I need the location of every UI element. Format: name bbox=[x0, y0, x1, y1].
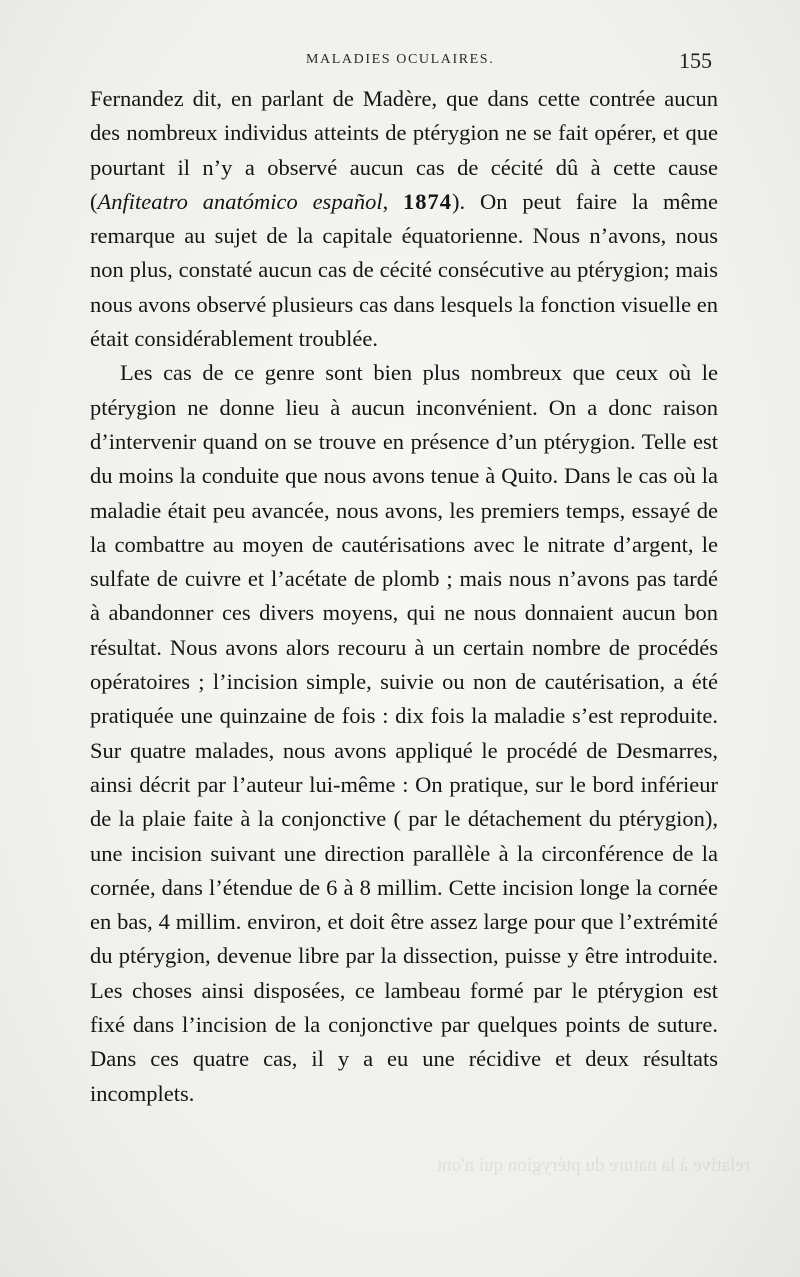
citation-separator: , bbox=[382, 188, 404, 214]
paragraph-2: Les cas de ce genre sont bien plus nombreux que ceux où le ptérygion ne donne lieu à aucun inconvénient. On a donc raison d’intervenir quand on se trouve en présence d’un ptérygion. Telle est du moins la conduite que nous avons tenue à Quito. Dans le cas où la maladie était peu avancée, nous avons, les premiers temps, essayé de la combattre au moyen de cautérisations avec le nitrate d’argent, le sulfate de cuivre et l’acétate de plomb ; mais nous n’avons pas tardé à abandonner ces divers moyens, qui ne nous donnaient aucun bon résultat. Nous avons alors recouru à un certain nombre de procédés opératoires ; l’incision simple, suivie ou non de cautérisation, a été pratiquée une quinzaine de fois : dix fois la maladie s’est reproduite. Sur quatre malades, nous avons appliqué le procédé de Desmarres, ainsi décrit par l’auteur lui-même : On pratique, sur le bord inférieur de la plaie faite à la conjonctive ( par le détachement du ptérygion), une incision suivant une direction parallèle à la circonférence de la cornée, dans l’étendue de 6 à 8 millim. Cette incision longe la cornée en bas, 4 millim. environ, et doit être assez large pour que l’extrémité du ptérygion, devenue libre par la dissection, puisse y être introduite. Les choses ainsi disposées, ce lambeau formé par le ptérygion est fixé dans l’incision de la conjonctive par quelques points de suture. Dans ces quatre cas, il y a eu une récidive et deux résultats incomplets. bbox=[90, 360, 718, 1106]
running-title: MALADIES OCULAIRES. bbox=[306, 52, 495, 67]
paragraph-1 bbox=[90, 82, 718, 356]
running-head bbox=[86, 48, 718, 72]
page-number: 155 bbox=[679, 48, 712, 73]
paragraph-1-text-after: ). On peut faire la même remarque au sujet de la capitale équatorienne. Nous n’avons, nous non plus, constaté aucun cas de cécité consécutive au ptérygion; mais nous avons observé plusieurs cas dans lesquels la fonction visuelle en était considérablement troublée. bbox=[90, 188, 719, 352]
citation-title: Anfiteatro anatómico español bbox=[97, 188, 383, 214]
bleed-through-text: relative à la nature du ptérygion qui n'ont bbox=[436, 1155, 750, 1176]
citation-year: 1874 bbox=[403, 188, 453, 214]
paragraph-1-text-before: Fernandez dit, en parlant de Madère, que dans cette contrée aucun des nombreux individus atteints de ptérygion ne se fait opérer, et que pourtant il n’y a observé aucun cas de cécité dû à cette cause ( bbox=[90, 86, 718, 214]
body-text bbox=[90, 82, 718, 1111]
